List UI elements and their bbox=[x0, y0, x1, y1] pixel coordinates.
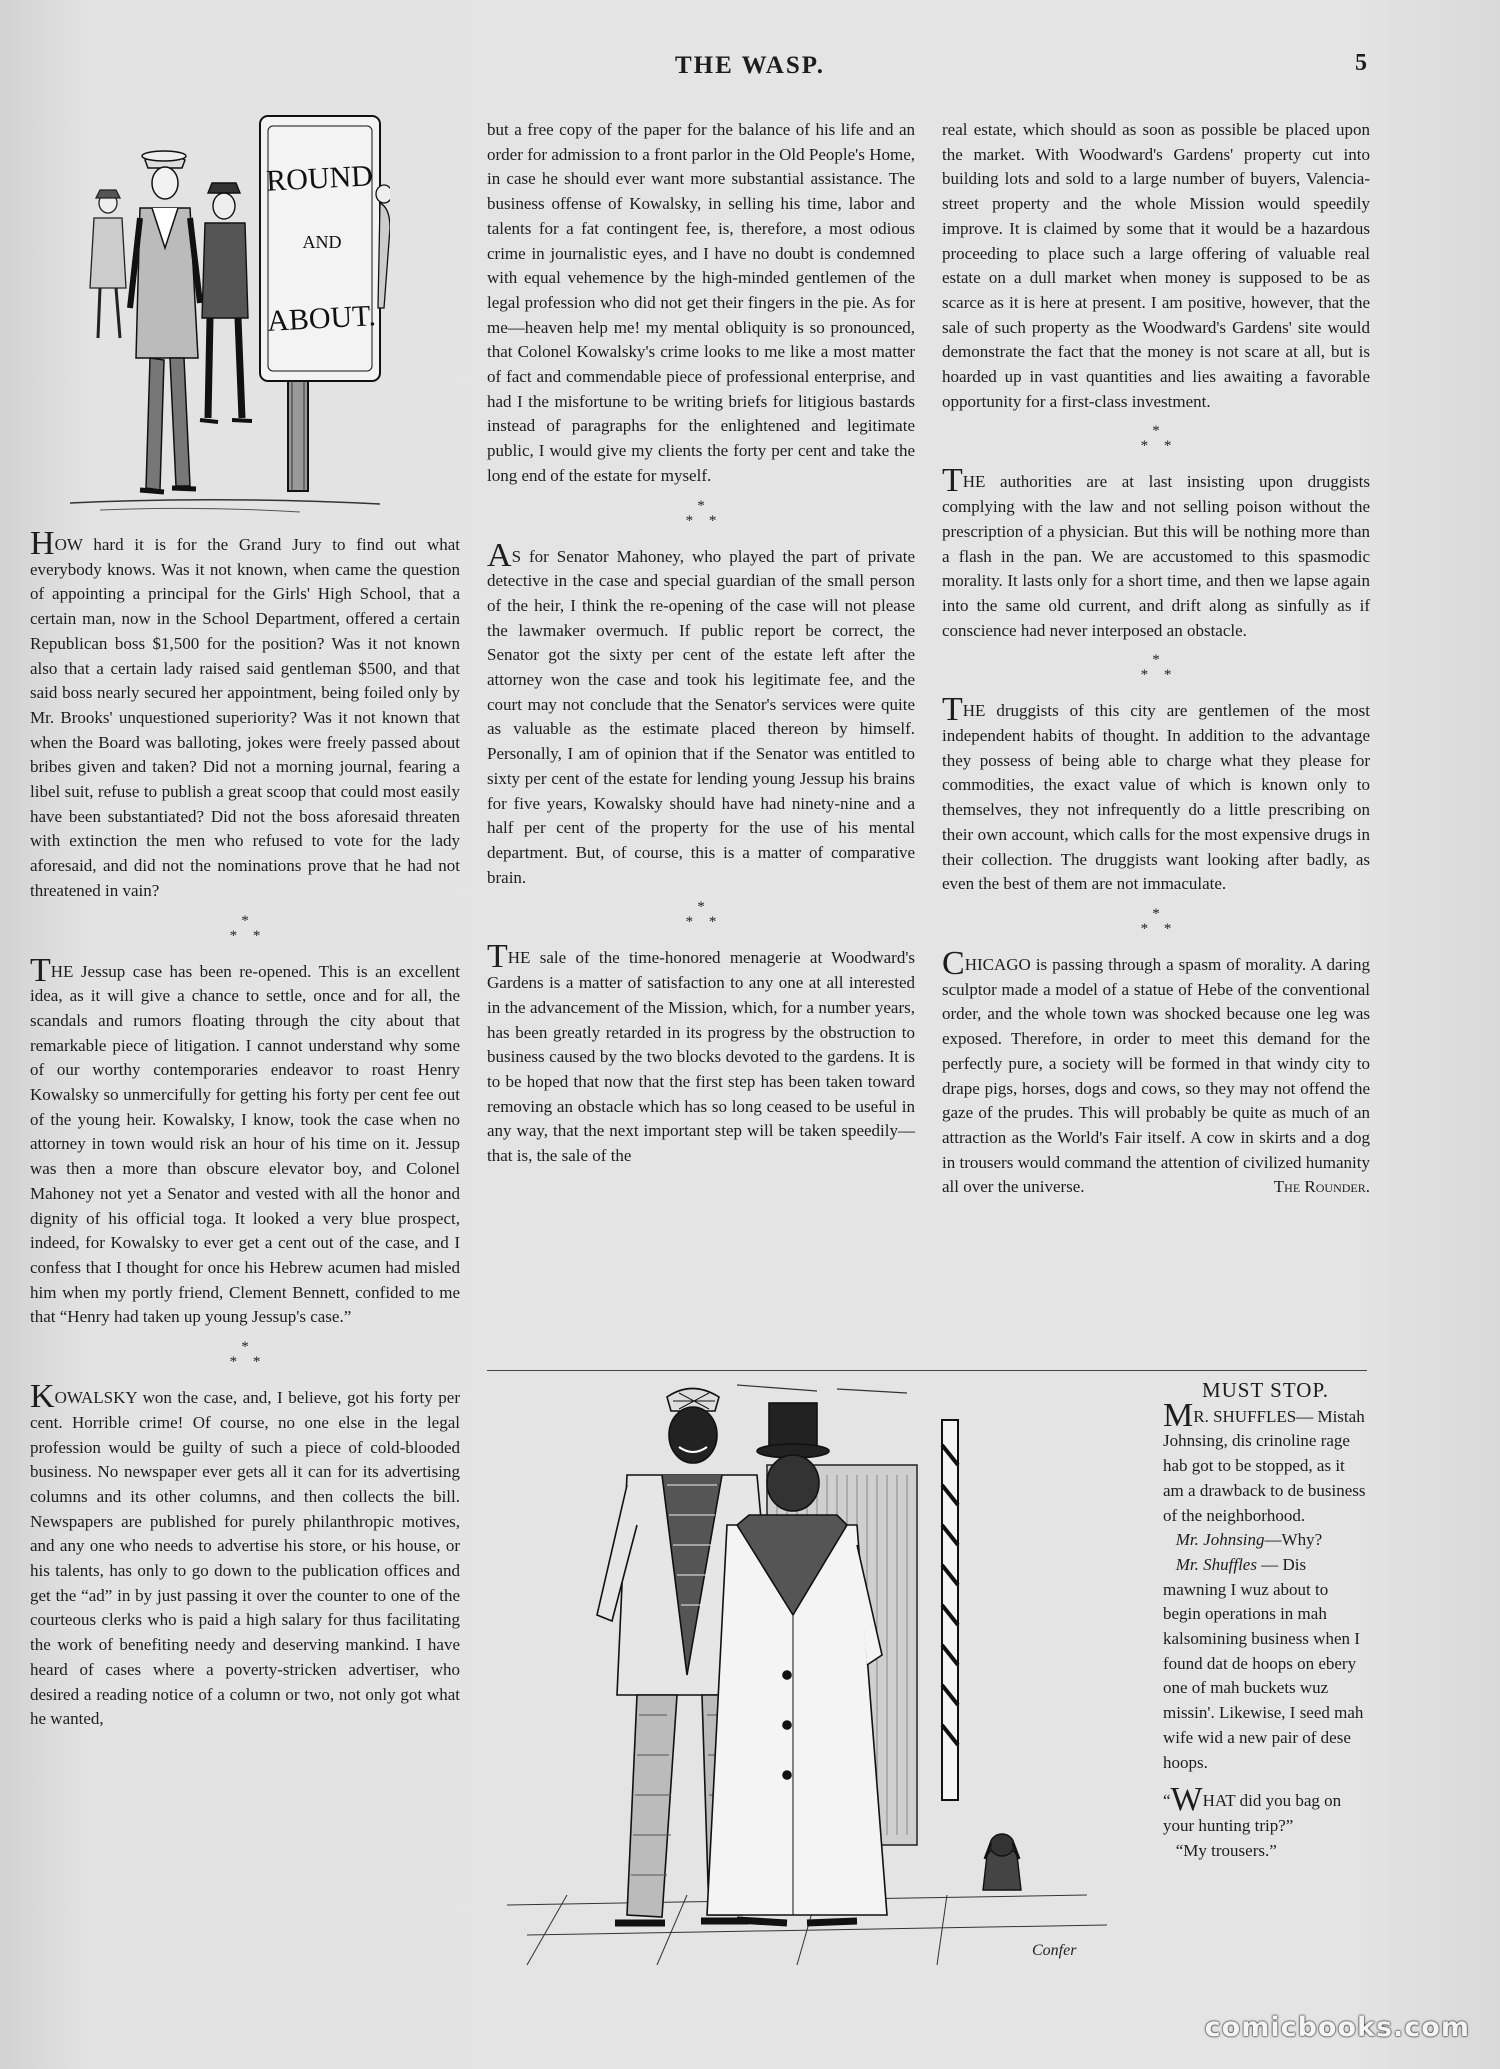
paragraph-real-estate: real estate, which should as soon as possible be placed upon the market. With Woodward's Gardens' property cut into building lots and sold to a large number of buyers, Valencia-street property and the whole Mission would speedily improve. It is claimed by some that it would be a hazardous proceeding to place such a large offering of valuable real estate on a dull market when money is supposed to be as scarce as it is here at present. I am positive, however, that the sale of such property as the Woodward's Gardens' site would demonstrate the fact that the money is not scare at all, but is hoarded up in vast quantities and lies awaiting a favorable opportunity for a first-class investment. bbox=[942, 120, 1370, 411]
round-sign-line3: ABOUT. bbox=[266, 299, 377, 338]
round-and-about-illustration bbox=[60, 108, 390, 518]
paragraph-kowalsky: KOWALSKY won the case, and, I believe, got his forty per cent. Horrible crime! Of course, no one else in the legal profession would be guilty of such a piece of cold-blooded business. No newspaper ever gets all it can for its advertising columns and its other columns, and then collects the bill. Newspapers are published for purely philanthropic motives, and any one who needs to advertise his store, or his house, or his talents, has only to go down to the publication offices and get the “ad” in by just passing it over the counter to one of the courteous clerks who is paid a high salary for thus facilitating the work of benefiting needy and deserving mankind. I have heard of cases where a poverty-stricken advertiser, who desired a reading notice of a column or two, not only got what he wanted, bbox=[30, 1378, 460, 1729]
dialogue-shuffles-1: MR. SHUFFLES— Mistah Johnsing, dis crinoline rage hab got to be stopped, as it am a drawback to de business of the neighborhood. bbox=[1163, 1396, 1366, 1525]
drop-cap: T bbox=[30, 951, 51, 989]
paragraph-chicago: CHICAGO is passing through a spasm of morality. A daring sculptor made a model of a statue of Hebe of the conventional order, and the whole town was shocked because one leg was exposed. Therefore, in order to meet this demand for the perfectly pure, a society will be formed in that windy city to drape pigs, horses, dogs and cows, so they may not offend the gaze of the prudes. This will probably be quite as much of an attraction as the World's Fair itself. A cow in skirts and a dog in trousers would command the attention of civilized humanity all over the universe. The Rounder. bbox=[942, 953, 1370, 1200]
artist-signature: Confer bbox=[1032, 1942, 1077, 1959]
drop-cap: A bbox=[487, 536, 512, 574]
section-divider-stars: * * * bbox=[1140, 652, 1172, 684]
section-divider-stars: * * * bbox=[685, 497, 717, 529]
horizontal-rule bbox=[487, 1370, 1367, 1371]
paragraph-grand-jury: HOW hard it is for the Grand Jury to find out what everybody knows. Was it not known, when came the question of appointing a principal for the Girls' High School, that a certain man, now in the School Department, offered a certain Republican boss $1,500 for the position? Was it not known also that a certain lady raised said gentleman $500, and that said boss nearly secured her appointment, being foiled only by Mr. Brooks' unquestioned superiority? Was it not known that when the Board was balloting, jokes were freely passed about bribes given and taken? Did not a morning journal, fearing a libel suit, refuse to publish a great scoop that could most easily have been substantiated? Did not the boss aforesaid threaten with extinction the men who refused to vote for the lady aforesaid, and did not the nominations prove that he had not threatened in vain? bbox=[30, 525, 460, 900]
paragraph-continued: but a free copy of the paper for the balance of his life and an order for admission to a front parlor in the Old People's Home, in case he should ever want more substantial assistance. The business offense of Kowalsky, in selling his time, labor and talents for a fat contingent fee, is, therefore, a most odious crime in journalistic eyes, and I have no doubt is condemned with equal vehemence by the high-minded gentlemen of the legal profession who did not get their fingers in the pie. As for me—heaven help me! my mental obliquity is so pronounced, that Colonel Kowalsky's crime looks to me like a most matter of fact and commendable piece of professional enterprise, and had I the misfortune to be writing briefs for litigious bastards instead of paragraphs for the enlightened and legitimate public, I would give my clients the forty per cent and take the long end of the estate for myself. bbox=[487, 120, 915, 485]
column-1 bbox=[30, 525, 460, 1732]
drop-cap: T bbox=[487, 938, 508, 976]
paragraph-woodwards-gardens: THE sale of the time-honored menagerie at Woodward's Gardens is a matter of satisfaction to any one at all interested in the advancement of the Mission, which, for a number years, has been greatly retarded in its progress by the obstruction to business caused by the two blocks devoted to the gardens. It is to be hoped that now that the first step has been taken toward removing an obstacle which has so long ceased to be useful in any way, that the next important step will be taken speedily—that is, the sale of the bbox=[487, 938, 915, 1166]
section-divider-stars: * * * bbox=[685, 899, 717, 931]
dialogue-shuffles-2: Mr. Shuffles — Dis mawning I wuz about to begin operations in mah kalsomining business when I found dat de hoops on ebery one of mah buckets wuz missin'. Likewise, I seed mah wife wid a new pair of dese hoops. bbox=[1163, 1554, 1364, 1772]
section-title-must-stop: MUST STOP. bbox=[1201, 1378, 1330, 1402]
author-signature: The Rounder. bbox=[1273, 1177, 1370, 1197]
paragraph-jessup-case: THE Jessup case has been re-opened. This is an excellent idea, as it will give a chance to settle, once and for all, the scandals and rumors floating through the city about that remarkable piece of litigation. I cannot understand why some of our worthy contemporaries endeavor to roast Henry Kowalsky so unmercifully for getting his forty per cent fee out of the young heir. Kowalsky, I know, took the case when no attorney in town would risk an hour of his time on it. Jessup was then a more than obscure elevator boy, and Colonel Mahoney not yet a Senator and vested with all the honor and dignity of his official toga. It looked a very blue prospect, indeed, for Kowalsky to ever get a cent out of the case, and I confess that I thought for once his Hebrew acumen had misled him when my portly friend, Clement Bennett, confided to me that “Henry had taken up young Jessup's case.” bbox=[30, 951, 460, 1327]
paragraph-druggists: THE druggists of this city are gentlemen of the most independent habits of thought. In addition to the advantage they possess of being able to charge what they please for commodities, the exact value of which is known only to themselves, they not infrequently do a little prescribing on their own account, which calls for the most expensive drugs in their collection. The druggists want looking after badly, as even the best of them are not immaculate. bbox=[942, 691, 1370, 894]
section-divider-stars: * * * bbox=[229, 1339, 261, 1371]
section-divider-stars: * * * bbox=[229, 912, 261, 944]
drop-cap: T bbox=[942, 691, 963, 729]
paragraph-senator-mahoney: AS for Senator Mahoney, who played the part of private detective in the case and special guardian of the small person of the heir, I think the re-opening of the case will not please the lawmaker overmuch. If public report be correct, the Senator got the sixty per cent of the estate left after the attorney won the case and took his legitimate fee, and the court may not conclude that the Senator's services were quite as valuable as the estimate placed thereon by himself. Personally, I am of opinion that if the Senator was entitled to sixty per cent of the estate for lending young Jessup his brains for five years, Kowalsky should have had ninety-nine and a half per cent of the property for the use of his mental department. But, of course, this is a matter of comparative brain. bbox=[487, 536, 915, 887]
drop-cap: W bbox=[1170, 1781, 1203, 1819]
masthead-title: THE WASP. bbox=[674, 52, 825, 79]
round-sign-line2: AND bbox=[302, 232, 342, 252]
round-sign-line1: ROUND bbox=[265, 159, 374, 198]
drop-cap: H bbox=[30, 525, 55, 562]
drop-cap: M bbox=[1163, 1396, 1194, 1434]
section-divider-stars: * * * bbox=[1140, 423, 1172, 455]
drop-cap: C bbox=[942, 944, 965, 982]
site-watermark: comicbooks.com bbox=[1204, 2012, 1470, 2043]
joke-answer: “My trousers.” bbox=[1175, 1840, 1277, 1860]
drop-cap: T bbox=[942, 462, 963, 500]
must-stop-cartoon bbox=[487, 1375, 1132, 1975]
column-2 bbox=[487, 118, 915, 1169]
page-number: 5 bbox=[1355, 50, 1367, 76]
column-3 bbox=[942, 118, 1370, 1200]
dialogue-johnsing: Mr. Johnsing—Why? bbox=[1175, 1530, 1323, 1550]
joke-hunting-trip: “WHAT did you bag on your hunting trip?” bbox=[1163, 1781, 1342, 1835]
column-must-stop bbox=[1163, 1378, 1368, 1863]
section-divider-stars: * * * bbox=[1140, 905, 1172, 937]
paragraph-authorities: THE authorities are at last insisting upon druggists complying with the law and not selling poison without the prescription of a physician. But this will be nothing more than a flash in the pan. We are accustomed to this spasmodic morality. It lasts only for a short time, and then we lapse again into the same old current, and drift along as sinfully as if conscience had never interposed an obstacle. bbox=[942, 462, 1370, 640]
drop-cap: K bbox=[30, 1378, 55, 1416]
